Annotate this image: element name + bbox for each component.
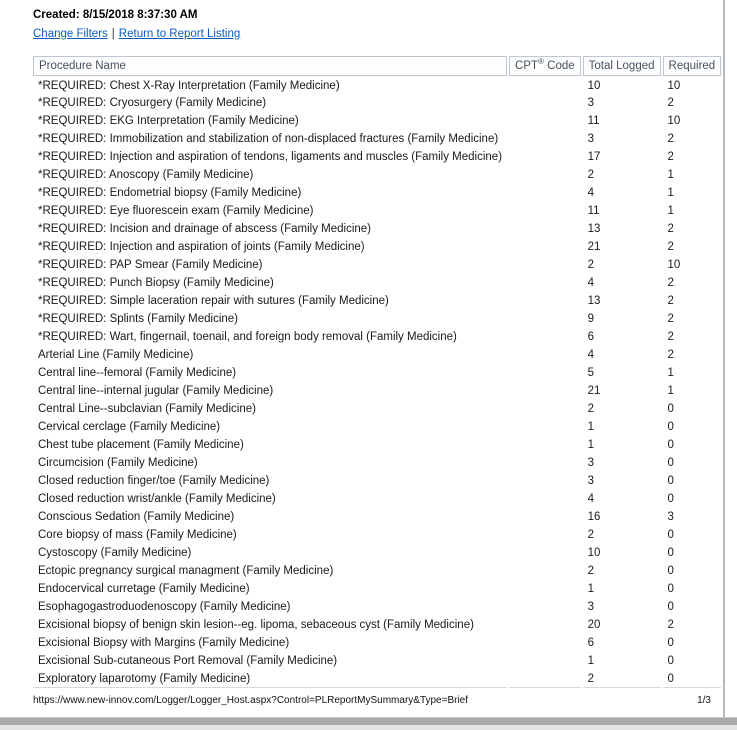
cell-procedure-name: Excisional Sub-cutaneous Port Removal (Family Medicine) [38,655,338,667]
cell-cpt-code [509,112,581,130]
cell-cpt-code [509,238,581,256]
registered-trademark-symbol: ® [538,56,544,66]
cell-cpt-code [509,184,581,202]
table-row [33,148,721,166]
cell-cpt-code [509,310,581,328]
col-header-required: Required [663,56,722,76]
cell-cpt-code [509,166,581,184]
table-row [33,598,721,616]
table-row [33,526,721,544]
table-header-row [33,56,721,76]
table-row [33,652,721,670]
cell-required: 0 [667,547,674,559]
cell-total-logged: 1 [587,655,595,667]
table-row [33,346,721,364]
table-row [33,202,721,220]
cell-cpt-code [509,544,581,562]
cell-required: 2 [667,619,674,631]
procedure-summary-table [31,56,723,688]
window-bottom-lower-edge [0,725,737,730]
cell-total-logged: 1 [587,421,595,433]
cell-total-logged: 2 [587,259,595,271]
change-filters-link[interactable]: Change Filters [33,28,108,40]
cell-total-logged: 9 [587,313,595,325]
table-row [33,184,721,202]
window-right-edge [723,0,725,717]
cell-procedure-name: Chest tube placement (Family Medicine) [38,439,244,451]
created-timestamp: Created: 8/15/2018 8:37:30 AM [33,9,198,21]
cell-procedure-name: Endocervical curretage (Family Medicine) [38,583,250,595]
cell-total-logged: 16 [587,511,601,523]
table-row [33,292,721,310]
table-row [33,670,721,688]
cell-required: 10 [667,80,681,92]
cell-procedure-name: *REQUIRED: Punch Biopsy (Family Medicine) [38,277,274,289]
cell-total-logged: 13 [587,295,601,307]
cell-cpt-code [509,526,581,544]
cell-total-logged: 4 [587,187,595,199]
cell-total-logged: 2 [587,403,595,415]
table-row [33,310,721,328]
cell-total-logged: 13 [587,223,601,235]
cell-cpt-code [509,652,581,670]
cell-required: 1 [667,169,674,181]
cell-procedure-name: *REQUIRED: Cryosurgery (Family Medicine) [38,97,267,109]
cell-total-logged: 2 [587,529,595,541]
cell-required: 0 [667,655,674,667]
cell-total-logged: 17 [587,151,601,163]
cell-total-logged: 1 [587,439,595,451]
cell-procedure-name: Central line--femoral (Family Medicine) [38,367,237,379]
cell-required: 2 [667,241,674,253]
return-to-report-listing-link[interactable]: Return to Report Listing [118,28,241,40]
cell-required: 0 [667,529,674,541]
cell-cpt-code [509,76,581,94]
cell-total-logged: 1 [587,583,595,595]
cell-total-logged: 2 [587,169,595,181]
table-row [33,490,721,508]
cell-cpt-code [509,274,581,292]
cell-cpt-code [509,454,581,472]
table-row [33,580,721,598]
cell-required: 2 [667,349,674,361]
cell-total-logged: 2 [587,565,595,577]
cell-required: 2 [667,295,674,307]
table-row [33,94,721,112]
cell-total-logged: 20 [587,619,601,631]
cell-required: 3 [667,511,674,523]
table-row [33,256,721,274]
cell-required: 1 [667,205,674,217]
page-indicator: 1/3 [697,695,711,706]
cell-total-logged: 10 [587,80,601,92]
cell-required: 2 [667,277,674,289]
table-row [33,364,721,382]
cell-total-logged: 10 [587,547,601,559]
window-bottom-edge [0,717,737,725]
cell-required: 0 [663,670,722,688]
col-header-total-logged: Total Logged [583,56,661,76]
cell-required: 2 [667,151,674,163]
table-row [33,238,721,256]
cell-required: 10 [667,115,681,127]
cell-cpt-code [509,382,581,400]
cell-required: 2 [667,97,674,109]
cell-cpt-code [509,580,581,598]
cell-required: 0 [667,601,674,613]
table-row [33,166,721,184]
cell-total-logged: 2 [583,670,661,688]
cell-procedure-name: Closed reduction wrist/ankle (Family Medicine) [38,493,276,505]
table-body [33,76,721,688]
table-row [33,76,721,94]
cell-cpt-code [509,616,581,634]
cell-cpt-code [509,418,581,436]
cell-procedure-name: Excisional Biopsy with Margins (Family Medicine) [38,637,290,649]
cell-required: 1 [667,367,674,379]
cell-cpt-code [509,256,581,274]
cell-procedure-name: *REQUIRED: Chest X-Ray Interpretation (Family Medicine) [38,80,340,92]
cell-procedure-name: *REQUIRED: Wart, fingernail, toenail, and foreign body removal (Family Medicine) [38,331,457,343]
cell-required: 0 [667,439,674,451]
cell-procedure-name: Ectopic pregnancy surgical managment (Family Medicine) [38,565,334,577]
cell-cpt-code [509,292,581,310]
cell-procedure-name: Core biopsy of mass (Family Medicine) [38,529,237,541]
table-row [33,112,721,130]
table-row [33,436,721,454]
cell-procedure-name: Central Line--subclavian (Family Medicine) [38,403,256,415]
cell-required: 0 [667,475,674,487]
cell-cpt-code [509,130,581,148]
cell-total-logged: 21 [587,241,601,253]
cell-procedure-name: Central line--internal jugular (Family Medicine) [38,385,274,397]
cell-procedure-name: Excisional biopsy of benign skin lesion--eg. lipoma, sebaceous cyst (Family Medicine) [38,619,474,631]
cell-procedure-name: *REQUIRED: Immobilization and stabilization of non-displaced fractures (Family Medicine) [38,133,499,145]
cell-total-logged: 5 [587,367,595,379]
cell-required: 0 [667,493,674,505]
cell-total-logged: 11 [587,205,600,217]
cell-cpt-code [509,346,581,364]
table-row [33,616,721,634]
cell-cpt-code [509,220,581,238]
cell-procedure-name: Closed reduction finger/toe (Family Medicine) [38,475,270,487]
table-row [33,418,721,436]
table-row [33,328,721,346]
cell-procedure-name: *REQUIRED: Simple laceration repair with sutures (Family Medicine) [38,295,389,307]
cell-cpt-code [509,562,581,580]
cell-required: 2 [667,133,674,145]
cell-total-logged: 3 [587,97,595,109]
table-row [33,562,721,580]
footer-url: https://www.new-innov.com/Logger/Logger_Host.aspx?Control=PLReportMySummary&Type=Brief [33,695,469,706]
table-row [33,508,721,526]
cell-procedure-name: *REQUIRED: Endometrial biopsy (Family Medicine) [38,187,302,199]
cell-procedure-name: *REQUIRED: Anoscopy (Family Medicine) [38,169,254,181]
cell-cpt-code [509,436,581,454]
cell-required: 1 [667,385,674,397]
cell-cpt-code [509,364,581,382]
cell-procedure-name: Arterial Line (Family Medicine) [38,349,194,361]
cell-procedure-name: Conscious Sedation (Family Medicine) [38,511,235,523]
cell-required: 2 [667,331,674,343]
cell-required: 0 [667,403,674,415]
cell-cpt-code [509,400,581,418]
cell-cpt-code [509,202,581,220]
cell-total-logged: 6 [587,637,595,649]
cell-cpt-code [509,634,581,652]
cell-total-logged: 6 [587,331,595,343]
cell-required: 2 [667,313,674,325]
cell-required: 0 [667,637,674,649]
cell-required: 0 [667,421,674,433]
cell-procedure-name: *REQUIRED: PAP Smear (Family Medicine) [38,259,263,271]
cell-procedure-name: Esophagogastroduodenoscopy (Family Medicine) [38,601,291,613]
cell-cpt-code [509,490,581,508]
table-row [33,382,721,400]
cell-cpt-code [509,94,581,112]
cell-procedure-name: *REQUIRED: Injection and aspiration of tendons, ligaments and muscles (Family Medicine) [38,151,503,163]
cell-total-logged: 4 [587,349,595,361]
link-separator: | [111,28,115,40]
table-row [33,544,721,562]
cell-required: 0 [667,583,674,595]
cell-total-logged: 11 [587,115,600,127]
cell-required: 0 [667,457,674,469]
cell-cpt-code [509,670,581,688]
filter-links [33,28,240,40]
table-row [33,454,721,472]
cell-procedure-name: *REQUIRED: Eye fluorescein exam (Family Medicine) [38,205,314,217]
table-row [33,634,721,652]
table-row [33,220,721,238]
cell-procedure-name: *REQUIRED: EKG Interpretation (Family Medicine) [38,115,299,127]
cell-required: 2 [667,223,674,235]
table-row [33,472,721,490]
cell-total-logged: 3 [587,601,595,613]
cell-procedure-name: *REQUIRED: Splints (Family Medicine) [38,313,239,325]
cell-cpt-code [509,328,581,346]
cell-procedure-name: Cystoscopy (Family Medicine) [38,547,192,559]
cell-cpt-code [509,598,581,616]
cell-procedure-name: *REQUIRED: Incision and drainage of abscess (Family Medicine) [38,223,371,235]
cell-total-logged: 21 [587,385,601,397]
cell-required: 10 [667,259,681,271]
table-row [33,400,721,418]
cell-total-logged: 4 [587,277,595,289]
cell-procedure-name: Cervical cerclage (Family Medicine) [38,421,221,433]
table-row [33,130,721,148]
cell-procedure-name: *REQUIRED: Injection and aspiration of joints (Family Medicine) [38,241,365,253]
cell-procedure-name: Exploratory laparotomy (Family Medicine) [33,670,507,688]
cell-procedure-name: Circumcision (Family Medicine) [38,457,198,469]
col-header-cpt-code: CPT® Code [509,56,581,76]
cell-cpt-code [509,472,581,490]
cell-total-logged: 3 [587,457,595,469]
cell-required: 1 [667,187,674,199]
cell-total-logged: 3 [587,133,595,145]
cell-cpt-code [509,508,581,526]
col-header-procedure-name: Procedure Name [33,56,507,76]
cell-cpt-code [509,148,581,166]
cell-total-logged: 4 [587,493,595,505]
cell-required: 0 [667,565,674,577]
cell-total-logged: 3 [587,475,595,487]
table-row [33,274,721,292]
